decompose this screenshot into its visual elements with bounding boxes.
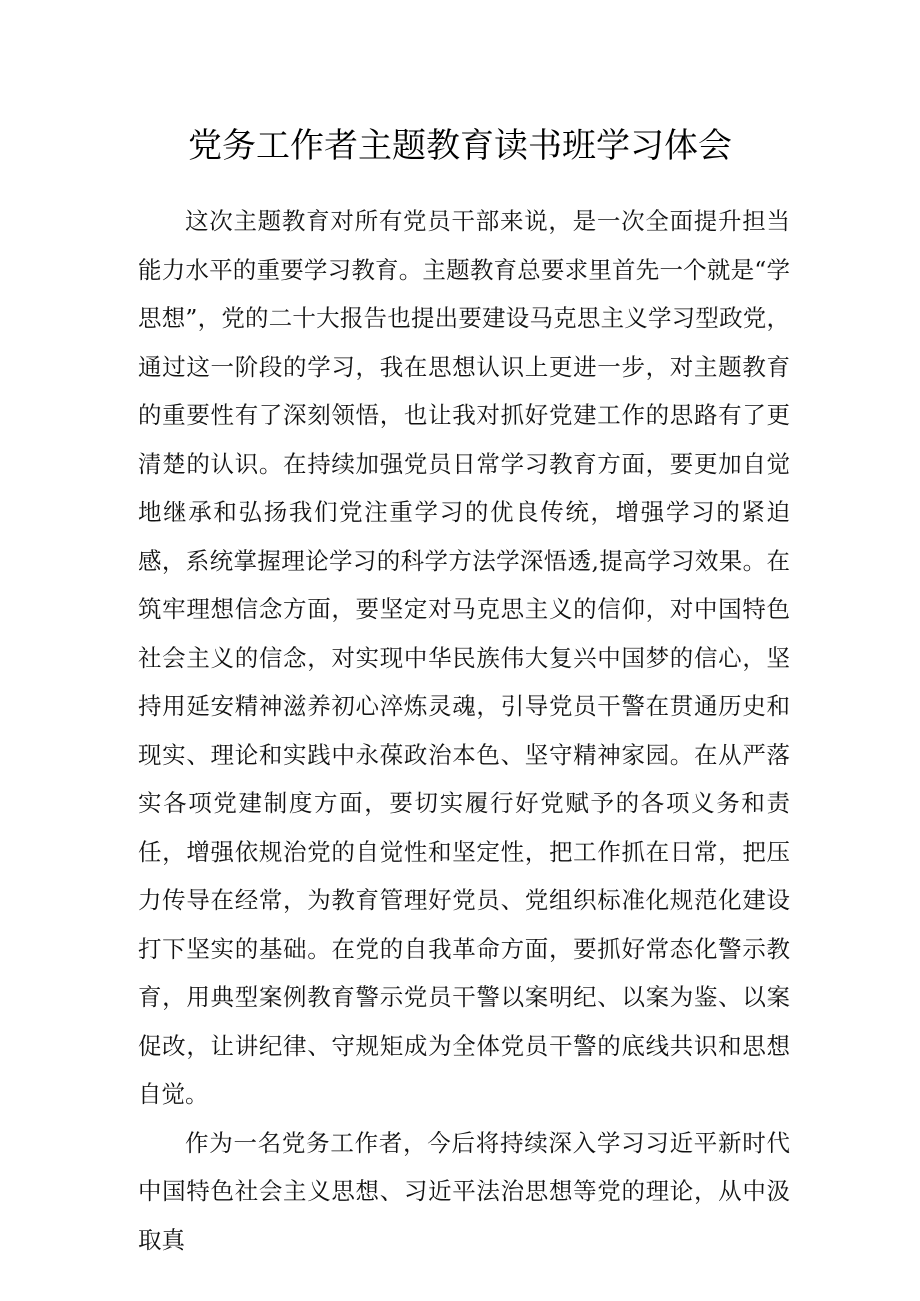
paragraph-2: 作为一名党务工作者，今后将持续深入学习习近平新时代中国特色社会主义思想、习近平法治思想等党的理论，从中汲取真	[138, 1128, 790, 1254]
document-body	[138, 197, 790, 1264]
document-title: 党务工作者主题教育读书班学习体会	[188, 126, 732, 166]
paragraph-1: 这次主题教育对所有党员干部来说，是一次全面提升担当能力水平的重要学习教育。主题教育总要求里首先一个就是“学思想”，党的二十大报告也提出要建设马克思主义学习型政党，通过这一阶段的学习，我在思想认识上更进一步，对主题教育的重要性有了深刻领悟，也让我对抓好党建工作的思路有了更清楚的认识。在持续加强党员日常学习教育方面，要更加自觉地继承和弘扬我们党注重学习的优良传统，增强学习的紧迫感，系统掌握理论学习的科学方法学深悟透,提高学习效果。在筑牢理想信念方面，要坚定对马克思主义的信仰，对中国特色社会主义的信念，对实现中华民族伟大复兴中国梦的信心，坚持用延安精神滋养初心淬炼灵魂，引导党员干警在贯通历史和现实、理论和实践中永葆政治本色、坚守精神家园。在从严落实各项党建制度方面，要切实履行好党赋予的各项义务和责任，增强依规治党的自觉性和坚定性，把工作抓在日常，把压力传导在经常，为教育管理好党员、党组织标准化规范化建设打下坚实的基础。在党的自我革命方面，要抓好常态化警示教育，用典型案例教育警示党员干警以案明纪、以案为鉴、以案促改，让讲纪律、守规矩成为全体党员干警的底线共识和思想自觉。	[138, 207, 790, 1108]
